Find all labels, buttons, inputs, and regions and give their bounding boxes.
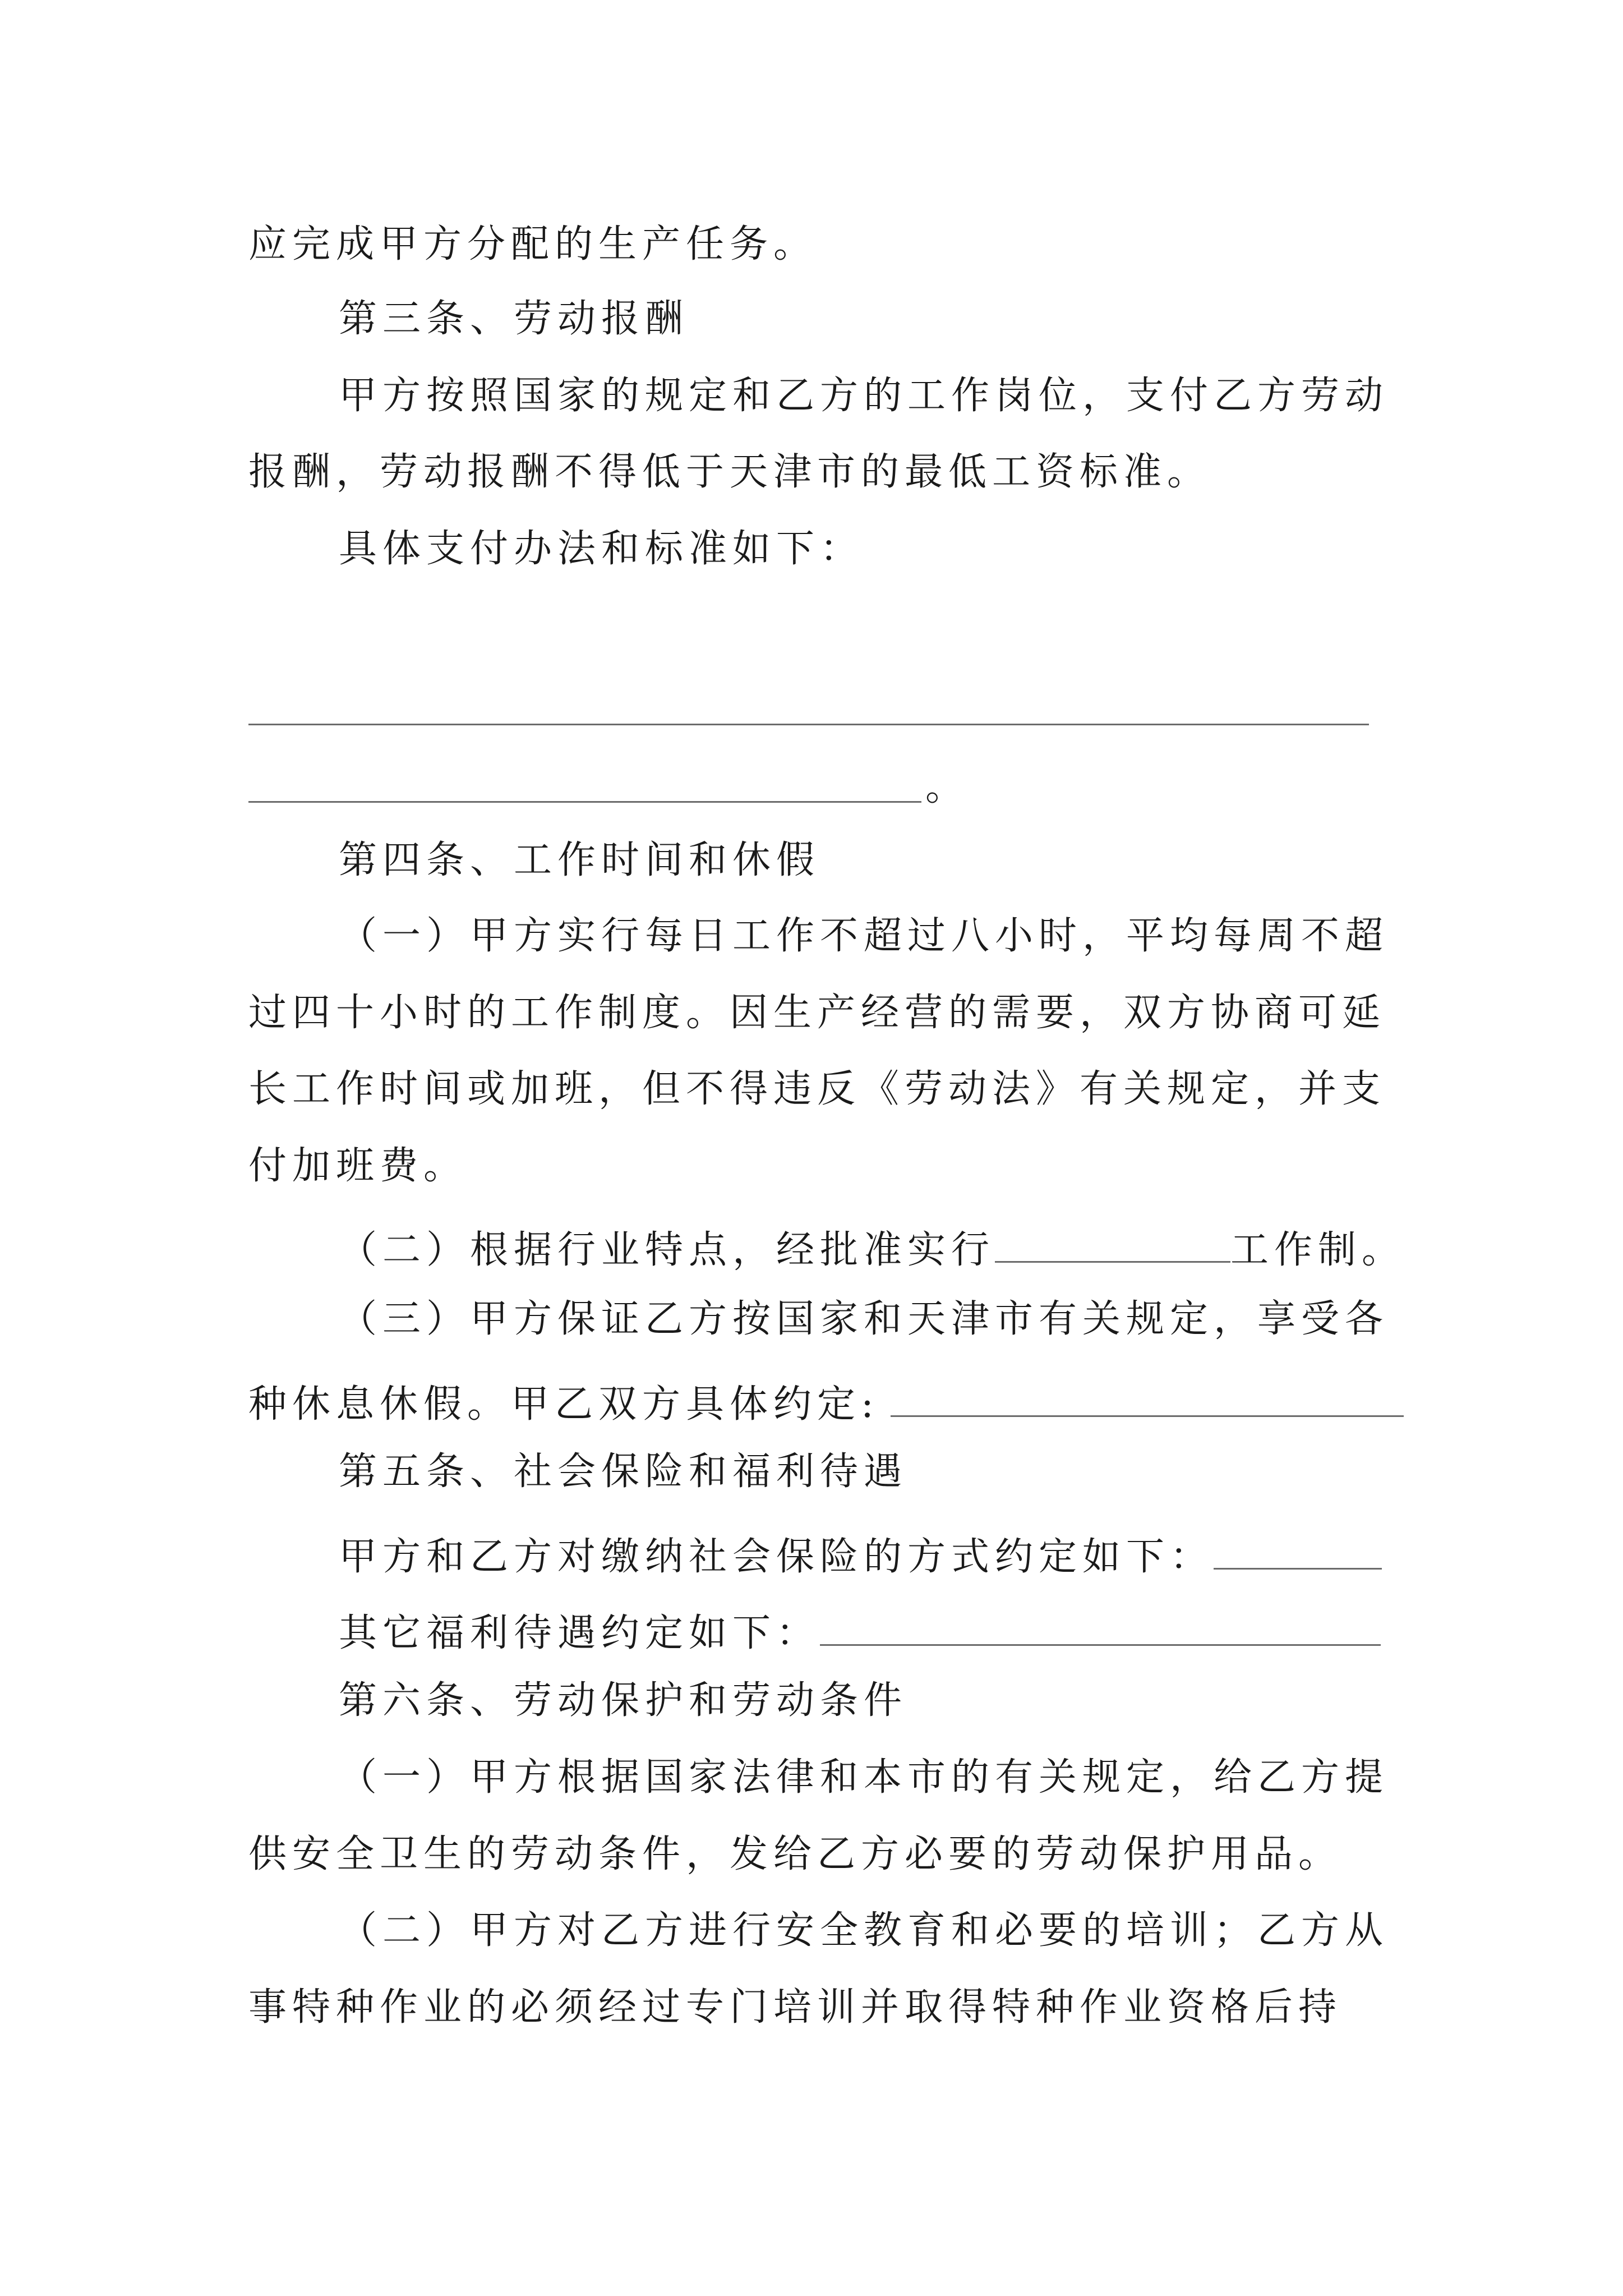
fill-in-blank[interactable] (1214, 1530, 1382, 1570)
paragraph-line (339, 1606, 1381, 1653)
paragraph-line: （一）甲方根据国家法律和本市的有关规定，给乙方提 (339, 1755, 1389, 1800)
fill-in-blank[interactable] (891, 1377, 1404, 1417)
section-heading: 第四条、工作时间和休假 (339, 838, 820, 882)
fill-in-blank-line[interactable] (248, 801, 921, 803)
paragraph-line: 长工作时间或加班，但不得违反《劳动法》有关规定，并支 (248, 1067, 1386, 1111)
period-mark: 。 (925, 765, 970, 809)
paragraph-line: （二）甲方对乙方进行安全教育和必要的培训；乙方从 (339, 1908, 1389, 1953)
clause-text: 其它福利待遇约定如下： (339, 1611, 820, 1655)
paragraph-line: （三）甲方保证乙方按国家和天津市有关规定，享受各 (339, 1297, 1389, 1341)
paragraph-line: 事特种作业的必须经过专门培训并取得特种作业资格后持 (248, 1985, 1343, 2030)
fill-in-blank-line[interactable] (248, 724, 1369, 725)
paragraph-line: 应完成甲方分配的生产任务。 (248, 222, 818, 266)
paragraph-line: 过四十小时的工作制度。因生产经营的需要，双方协商可延 (248, 991, 1386, 1035)
fill-in-blank[interactable] (995, 1223, 1230, 1263)
paragraph-line: 付加班费。 (248, 1144, 468, 1188)
paragraph-line (248, 1377, 1404, 1427)
section-heading: 第三条、劳动报酬 (339, 297, 689, 341)
paragraph-line: 报酬，劳动报酬不得低于天津市的最低工资标准。 (248, 450, 1211, 494)
clause-text: 种休息休假。甲乙双方具体约定: (248, 1382, 879, 1427)
clause-text: （二）根据行业特点，经批准实行 (339, 1228, 995, 1272)
paragraph-line: 供安全卫生的劳动条件，发给乙方必要的劳动保护用品。 (248, 1832, 1343, 1876)
paragraph-line: 具体支付办法和标准如下： (339, 527, 864, 571)
clause-text: 甲方和乙方对缴纳社会保险的方式约定如下： (339, 1535, 1214, 1579)
paragraph-line: 甲方按照国家的规定和乙方的工作岗位，支付乙方劳动 (339, 374, 1389, 418)
fill-in-blank[interactable] (820, 1606, 1381, 1646)
paragraph-line (339, 1223, 1406, 1272)
clause-text: 工作制。 (1230, 1228, 1406, 1272)
section-heading: 第六条、劳动保护和劳动条件 (339, 1678, 908, 1723)
section-heading: 第五条、社会保险和福利待遇 (339, 1450, 908, 1494)
paragraph-line: （一）甲方实行每日工作不超过八小时，平均每周不超 (339, 914, 1389, 958)
paragraph-line (339, 1530, 1382, 1579)
